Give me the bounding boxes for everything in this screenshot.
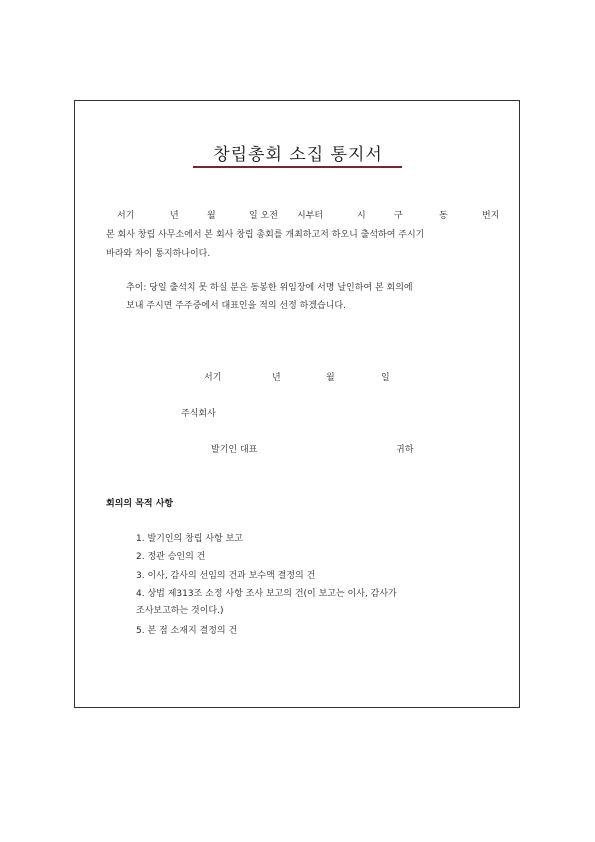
agenda-title: 회의의 목적 사항 [106,499,174,509]
body-line-3: 바라와 차이 통지하나이다. [106,249,211,259]
agenda-item-5: 5. 본 점 소재지 결정의 건 [136,626,238,636]
agenda-item-3: 3. 이사, 감사의 선임의 건과 보수액 결정의 건 [136,571,316,581]
date-seogi: 서기 [204,373,222,383]
honorific-label: 귀하 [396,445,414,455]
line1-day-am: 일 오전 [249,211,278,221]
agenda-item-4: 4. 상법 제313조 소정 사항 조사 보고의 건(이 보고는 이사, 감사가 [136,589,397,599]
title-underline [193,166,402,168]
date-year: 년 [272,373,281,383]
date-month: 월 [326,373,335,383]
line1-dong: 동 [439,211,448,221]
line1-district: 구 [394,211,403,221]
note-line-2: 보내 주시면 주주중에서 대표인을 적의 선정 하겠습니다. [126,301,346,311]
representative-label: 발기인 대표 [211,445,258,455]
line1-city: 시 [357,211,366,221]
date-day: 일 [381,373,390,383]
company-label: 주식회사 [181,409,216,419]
agenda-item-2: 2. 정관 승인의 건 [136,552,206,562]
line1-month: 월 [207,211,216,221]
line1-year: 년 [170,211,179,221]
agenda-item-1: 1. 발기인의 창립 사항 보고 [136,534,243,544]
line1-beonji: 번지 [482,211,500,221]
body-line-2: 본 회사 창립 사무소에서 본 회사 창립 총회를 개최하고저 하오니 출석하여 주시기 [106,230,425,240]
document-title: 창립총회 소집 통지서 [213,145,383,165]
note-line-1: 추이: 당일 출석치 못 하실 분은 동봉한 위임장에 서명 날인하여 본 회의에 [126,283,413,293]
line1-from: 시부터 [297,211,324,221]
agenda-item-4-continued: 조사보고하는 것이다.) [136,606,224,616]
line1-seogi: 서기 [117,211,135,221]
